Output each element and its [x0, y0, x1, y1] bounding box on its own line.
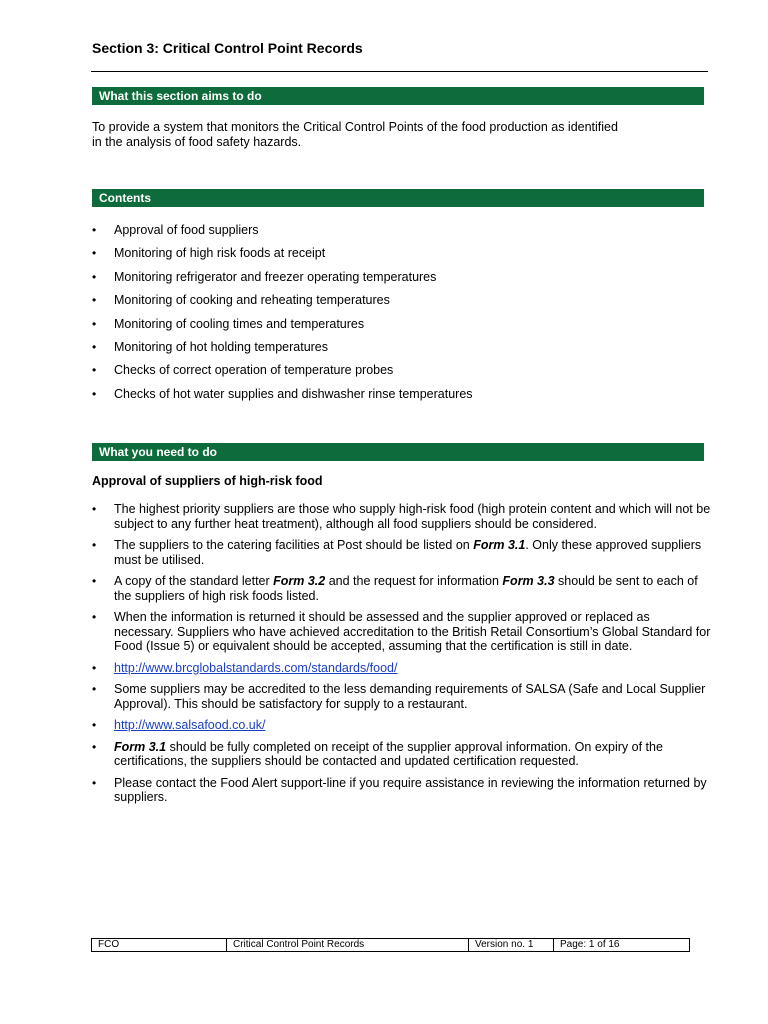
title-divider [91, 71, 708, 72]
item-text-pre: The suppliers to the catering facilities at Post should be listed on [114, 538, 474, 552]
contents-item-label: Approval of food suppliers [114, 223, 259, 237]
bullet-icon: • [92, 386, 97, 401]
bullet-icon: • [92, 502, 97, 516]
item-text: The highest priority suppliers are those who supply high-risk food (high protein content and which will not be subject to any further heat treatment), although all food suppliers should be considered. [114, 502, 711, 531]
list-item [92, 776, 712, 805]
item-text-post: should be sent to each of the suppliers of high risk foods listed. [114, 574, 698, 603]
list-item [92, 316, 473, 339]
bullet-icon: • [92, 246, 97, 261]
bullet-icon: • [92, 363, 97, 378]
bullet-icon: • [92, 660, 97, 675]
bullet-icon: • [92, 339, 97, 354]
aims-line-2: in the analysis of food safety hazards. [92, 134, 302, 149]
bullet-icon: • [92, 293, 97, 308]
form-reference: Form 3.3 [502, 574, 555, 588]
section-heading-aims: What this section aims to do [92, 87, 704, 105]
bullet-icon: • [92, 739, 97, 754]
list-item [92, 682, 712, 711]
list-item [92, 245, 473, 268]
bullet-icon: • [92, 223, 97, 237]
list-item [92, 269, 473, 292]
form-reference: Form 3.1 [473, 538, 526, 552]
item-text-pre: A copy of the standard letter [114, 574, 274, 588]
item-text-post: . Only these approved suppliers must be utilised. [114, 538, 702, 567]
list-item [92, 661, 712, 676]
footer-version: Version no. 1 [469, 939, 554, 951]
contents-item-label: Monitoring of high risk foods at receipt [114, 246, 326, 261]
bullet-icon: • [92, 269, 97, 284]
page-footer [91, 938, 690, 952]
bullet-icon: • [92, 538, 97, 552]
bullet-icon: • [92, 574, 97, 588]
contents-item-label: Monitoring of cooling times and temperatures [114, 316, 365, 331]
list-item [92, 386, 473, 409]
footer-document-title: Critical Control Point Records [227, 939, 469, 951]
bullet-icon: • [92, 610, 97, 624]
footer-page-number: Page: 1 of 16 [560, 939, 620, 950]
contents-list [92, 222, 473, 409]
list-item [92, 718, 712, 733]
bullet-icon: • [92, 316, 97, 331]
list-item [92, 362, 473, 385]
aims-line-1: To provide a system that monitors the Critical Control Points of the food production as identified [92, 120, 618, 134]
list-item [92, 610, 712, 654]
bullet-icon: • [92, 718, 97, 732]
brc-standards-link[interactable]: http://www.brcglobalstandards.com/standards/food/ [114, 660, 398, 675]
subheading-supplier-approval: Approval of suppliers of high-risk food [92, 474, 323, 488]
list-item [92, 538, 712, 567]
contents-item-label: Checks of hot water supplies and dishwasher rinse temperatures [114, 386, 473, 401]
bullet-icon: • [92, 682, 97, 696]
aims-paragraph [92, 120, 652, 149]
footer-org: FCO [92, 939, 227, 951]
list-item [92, 740, 712, 769]
contents-item-label: Checks of correct operation of temperature probes [114, 363, 394, 378]
page-title: Section 3: Critical Control Point Records [92, 40, 363, 56]
item-text-mid: and the request for information [325, 574, 503, 588]
list-item [92, 574, 712, 603]
list-item [92, 222, 473, 245]
form-reference: Form 3.2 [273, 574, 326, 588]
item-text: Some suppliers may be accredited to the less demanding requirements of SALSA (Safe and Local Supplier Approval). This should be satisfactory for supply to a restaurant. [114, 682, 706, 711]
item-text: When the information is returned it should be assessed and the supplier approved or replaced as necessary. Suppliers who have achieved accreditation to the British Retail Consortium’s Global Standard for Food (Issue 5) or equivalent should be accepted, assuming that the certification is still in date. [114, 610, 711, 653]
contents-item-label: Monitoring of hot holding temperatures [114, 339, 329, 354]
list-item [92, 292, 473, 315]
item-text-post: should be fully completed on receipt of the supplier approval information. On expiry of the certifications, the suppliers should be contacted and updated certification requested. [114, 739, 663, 768]
form-reference: Form 3.1 [114, 739, 167, 754]
bullet-icon: • [92, 775, 97, 790]
list-item [92, 502, 712, 531]
section-heading-contents: Contents [92, 189, 704, 207]
contents-item-label: Monitoring of cooking and reheating temperatures [114, 293, 390, 308]
contents-item-label: Monitoring refrigerator and freezer operating temperatures [114, 269, 437, 284]
salsa-link[interactable]: http://www.salsafood.co.uk/ [114, 718, 266, 732]
section-heading-todo: What you need to do [92, 443, 704, 461]
item-text: Please contact the Food Alert support-line if you require assistance in reviewing the information returned by suppliers. [114, 775, 707, 804]
list-item [92, 339, 473, 362]
todo-list [92, 502, 712, 812]
